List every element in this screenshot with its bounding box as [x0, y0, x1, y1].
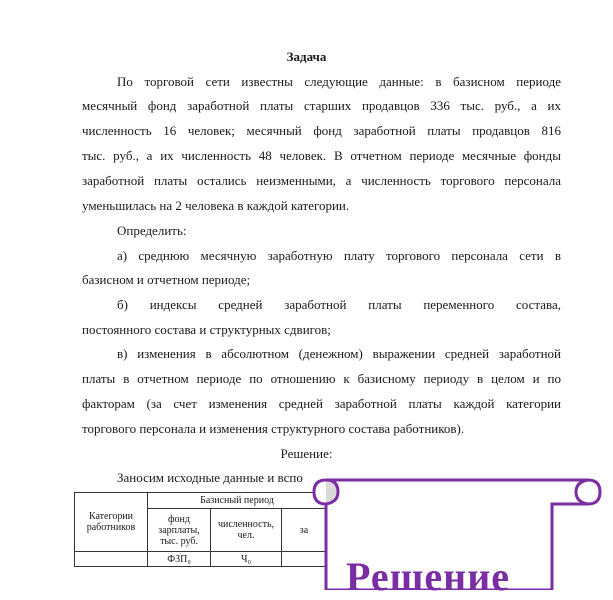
paragraph-line: месячный фонд заработной платы старших продавцов 336 тыс. руб., а их	[82, 98, 561, 113]
paragraph-line: а) среднюю месячную заработную плату торгового персонала сети в	[117, 248, 561, 263]
paragraph-line: уменьшилась на 2 человека в каждой категории.	[82, 198, 350, 213]
paragraph-line: тыс. руб., а их численность 48 человек. В отчетном периоде месячные фонды	[82, 148, 561, 163]
table-header-cell: Категории работников	[75, 493, 148, 552]
table-cell: ФЗП₀	[148, 552, 211, 567]
page-title: Задача	[286, 49, 327, 64]
table-cell: Ч₀	[211, 552, 282, 567]
table-header-cell: Базисный период	[148, 493, 327, 509]
solution-heading: Решение:	[280, 446, 333, 461]
table-header-cell: фонд зарплаты, тыс. руб.	[148, 509, 211, 552]
paragraph-line: постоянного состава и структурных сдвигов;	[82, 322, 331, 337]
paragraph-line: базисном и отчетном периоде;	[82, 272, 251, 287]
paragraph-line: По торговой сети известны следующие данные: в базисном периоде	[117, 74, 561, 89]
paragraph-line: факторам (за счет изменения средней заработной платы каждой категории	[82, 396, 561, 411]
paragraph-line: б) индексы средней заработной платы переменного состава,	[117, 297, 561, 312]
table-cell	[75, 552, 148, 567]
banner-title: Решение	[346, 554, 511, 599]
paragraph-line: численность 16 человек; месячный фонд заработной платы продавцов 816	[82, 123, 561, 138]
scroll-curl-left	[326, 480, 338, 504]
table-header-cell: численность, чел.	[211, 509, 282, 552]
paragraph-line: платы в отчетном периоде по отношению к базисному периоду в целом и по	[82, 371, 561, 386]
table-header-cell: за	[282, 509, 327, 552]
paragraph-line: торгового персонала и изменения структурного состава работников).	[82, 421, 465, 436]
paragraph-line: Определить:	[117, 223, 187, 238]
paragraph-line: заработной платы остались неизменными, а численность торгового персонала	[82, 173, 561, 188]
paragraph-line: Заносим исходные данные и вспо	[117, 470, 303, 485]
paragraph-line: в) изменения в абсолютном (денежном) выражении средней заработной	[117, 346, 561, 361]
